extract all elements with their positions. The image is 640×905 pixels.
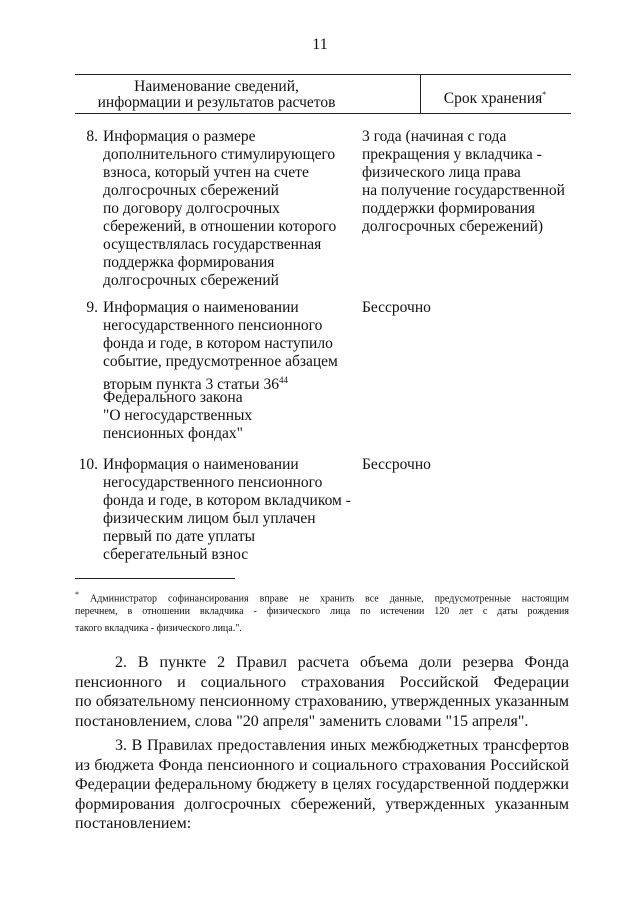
footnote-line: такого вкладчика - физического лица.".: [75, 623, 242, 634]
row-name-line: взноса, который учтен на счете: [103, 164, 309, 181]
row-name-line: событие, предусмотренное абзацем: [103, 353, 338, 370]
row-name-line: "О негосударственных: [103, 407, 253, 424]
header-col-name-line: Наименование сведений,: [134, 78, 299, 95]
row-number: 10.: [78, 456, 98, 473]
footnote-marker: *: [542, 90, 547, 99]
paragraph-line: из бюджета Фонда пенсионного и социального страхования Российской: [75, 756, 569, 774]
row-term: [362, 456, 574, 474]
row-term-line: Бессрочно: [362, 456, 431, 473]
row-term-line: физического лица права: [362, 164, 521, 181]
row-name-line: негосударственного пенсионного: [103, 317, 323, 334]
row-name-line: физическим лицом был уплачен: [103, 510, 316, 527]
row-name-line: фонда и годе, в котором наступило: [103, 335, 333, 352]
row-name-line: по договору долгосрочных: [103, 200, 280, 217]
table-header: [75, 74, 571, 114]
row-term-line: 3 года (начиная с года: [362, 128, 507, 145]
row-term-line: долгосрочных сбережений): [362, 218, 544, 235]
header-col-term-label: Срок хранения: [443, 90, 543, 108]
paragraph-3: [75, 736, 569, 834]
footnote: [75, 586, 569, 637]
footnote-text: Администратор софинансирования вправе не хранить все данные, предусмотренные настоящим: [90, 593, 569, 605]
row-name-line: поддержка формирования: [103, 254, 275, 271]
row-name-line: Федерального закона: [103, 389, 243, 406]
row-name-line: Информация о наименовании: [103, 299, 299, 316]
row-name-line: долгосрочных сбережений: [103, 272, 279, 289]
paragraph-line: Федерации федеральному бюджету в целях государственной поддержки: [75, 776, 569, 793]
row-name-line: [103, 371, 353, 394]
row-name-line: фонда и годе, в котором вкладчиком -: [103, 492, 351, 509]
footnote-line: перечнем, в отношении вкладчика - физического лица по истечении 120 лет с даты рождения: [75, 606, 569, 617]
paragraph-line: постановлением:: [75, 815, 192, 832]
paragraph-line: 2. В пункте 2 Правил расчета объема доли резерва Фонда: [115, 654, 569, 671]
row-name-line: долгосрочных сбережений: [103, 182, 279, 199]
row-number: 9.: [86, 299, 98, 316]
paragraph-line: пенсионного и социального страхования Российской Федерации: [75, 673, 569, 691]
footnote-mark: *: [75, 590, 79, 599]
row-name-line: Информация о наименовании: [103, 456, 299, 473]
row-name-line: сберегательный взнос: [103, 546, 249, 563]
row-name: [103, 128, 353, 290]
footnote-separator: [75, 578, 235, 579]
header-col-name: [75, 79, 358, 111]
row-term: [362, 128, 574, 236]
row-name: [103, 456, 353, 564]
row-name-line: Информация о размере: [103, 128, 256, 145]
header-col-term: [420, 90, 570, 108]
row-name-line: негосударственного пенсионного: [103, 474, 323, 491]
row-name: [103, 299, 353, 443]
row-term-line: поддержки формирования: [362, 200, 536, 217]
row-term-line: Бессрочно: [362, 299, 431, 316]
row-term: [362, 299, 574, 317]
row-name-text: вторым пункта 3 статьи 36: [103, 376, 279, 394]
header-col-name-line: информации и результатов расчетов: [97, 94, 336, 111]
footnote-line: [75, 586, 569, 603]
row-name-line: первый по дате уплаты: [103, 528, 256, 545]
row-name-line: осуществлялась государственная: [103, 236, 322, 253]
row-name-line: дополнительного стимулирующего: [103, 146, 336, 163]
paragraph-line: формирования долгосрочных сбережений, утвержденных указанным: [75, 795, 569, 813]
paragraph-line: по обязательному пенсионному страхованию, утвержденных указанным: [75, 693, 569, 710]
footnote-ref: 44: [278, 375, 288, 385]
row-term-line: на получение государственной: [362, 182, 565, 199]
paragraph-line: постановлением, слова "20 апреля" заменить словами "15 апреля".: [75, 712, 529, 730]
row-term-line: прекращения у вкладчика -: [362, 146, 542, 163]
paragraph-2: [75, 653, 569, 731]
paragraph-line: 3. В Правилах предоставления иных межбюджетных трансфертов: [115, 737, 569, 754]
page-number: 11: [312, 36, 328, 53]
row-number: 8.: [86, 128, 98, 145]
row-name-line: сбережений, в отношении которого: [103, 218, 337, 235]
row-name-line: пенсионных фондах": [103, 425, 243, 442]
